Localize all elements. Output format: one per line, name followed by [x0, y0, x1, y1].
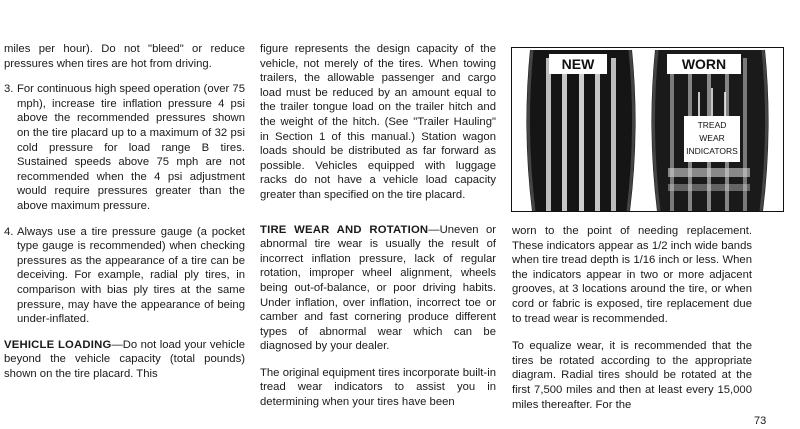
indicator-label-line2: WEAR: [699, 133, 725, 143]
column-2: [260, 42, 496, 410]
worn-tire-icon: [651, 50, 768, 211]
label-new: NEW: [561, 56, 595, 72]
label-worn: WORN: [681, 56, 727, 72]
list-item-4: [4, 225, 245, 327]
section-heading: VEHICLE LOADING: [4, 338, 112, 351]
column-3: [512, 224, 752, 412]
section-heading-text: —Uneven or abnormal tire wear is usually the result of incorrect inflation pressure, lack of regular rotation, improper wheel alignment, wheels being out-of-balance, or poor driving habits. Under inflation, over inflation, incorrect toe or camber and fast cornering produce different types of abnormal wear which can be diagnosed by your dealer.: [260, 223, 497, 353]
tire-tread-illustration: [512, 48, 783, 211]
tire-wear-paragraph: [260, 223, 496, 354]
list-item-text: Always use a tire pressure gauge (a pocket type gauge is recommended) when checking pressures as the appearance of a tire can be deceiving. For example, radial ply tires, in comparison with bias ply tires at the same pressure, may have the appearance of being under-inflated.: [17, 225, 245, 326]
section-heading-text: —Do not load your vehicle beyond the vehicle capacity (total pounds) shown on the tire placard. This: [4, 338, 245, 380]
list-number: 3.: [4, 83, 14, 96]
paragraph-intro: miles per hour). Do not "bleed" or reduce pressures when tires are hot from driving.: [4, 43, 245, 70]
vehicle-loading-paragraph: [4, 338, 245, 382]
tire-tread-photo: [511, 47, 784, 212]
section-heading: TIRE WEAR AND ROTATION: [260, 223, 429, 236]
list-item-text: For continuous high speed operation (over 75 mph), increase tire inflation pressure 4 psi above the recommended pressures shown on the tire placard up to a maximum of 32 psi cold pressure for load range B tires. Sustained speeds above 75 mph are not recommended when the 4 psi adjustment would require pressures greater than the above maximum pressure.: [17, 83, 245, 212]
list-item-3: [4, 82, 245, 213]
column-1: [4, 42, 245, 381]
paragraph-rotation: To equalize wear, it is recommended that the tires be rotated according to the appropriate diagram. Radial tires should be rotated at the first 7,500 miles and then at least every 15,000 miles thereafter. For the: [512, 340, 752, 411]
indicator-label-line1: TREAD: [697, 120, 727, 130]
indicator-label-line3: INDICATORS: [686, 146, 738, 156]
paragraph-replacement: worn to the point of needing replacement. These indicators appear as 1/2 inch wide bands when tire tread depth is 1/16 inch or less. When the indicators appear in two or more adjacent grooves, at 3 locations around the tire, or when cord or fabric is exposed, tire replacement due to tread wear is recommended.: [512, 225, 752, 325]
list-number: 4.: [4, 225, 14, 238]
page-number: 73: [754, 415, 767, 427]
paragraph-capacity: figure represents the design capacity of the vehicle, not merely of the tires. When towing trailers, the allowable passenger and cargo load must be reduced by an amount equal to the trailer tongue load on the trailer hitch and the weight of the hitch. (See "Trailer Hauling" in Section 1 of this manual.) Station wagon loads should be distributed as far forward as possible. Vehicles equipped with luggage racks do not have a vehicle load capacity greater than specified on the tire placard.: [260, 43, 496, 201]
paragraph-indicators: The original equipment tires incorporate built-in tread wear indicators to assist you in determining when your tires have been: [260, 366, 496, 409]
new-tire-icon: [526, 50, 635, 211]
